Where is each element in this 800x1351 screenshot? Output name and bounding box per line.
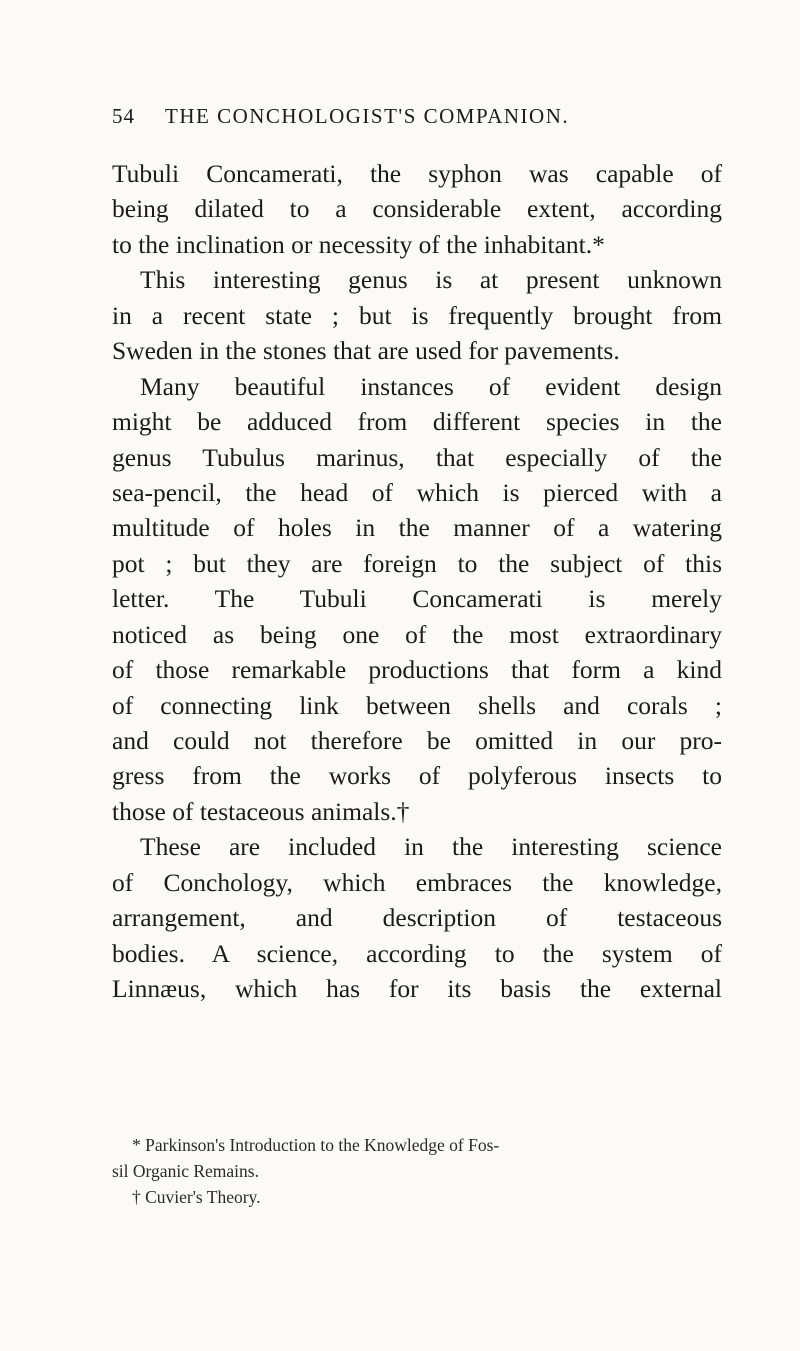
text-line: letter. The Tubuli Concamerati is merely (112, 584, 722, 614)
text-line: of connecting link between shells and corals ; (112, 690, 722, 720)
text-line: These are included in the interesting science (140, 832, 722, 862)
text-line: This interesting genus is at present unknown (140, 265, 722, 295)
footnote: * Parkinson's Introduction to the Knowledge of Fos- (132, 1135, 500, 1155)
text-line: noticed as being one of the most extraordinary (112, 619, 722, 649)
text-line: bodies. A science, according to the system of (112, 938, 722, 968)
page-number: 54 (112, 104, 135, 128)
running-title: THE CONCHOLOGIST'S COMPANION. (165, 104, 570, 128)
footnote: sil Organic Remains. (112, 1161, 259, 1181)
footnotes (112, 1132, 722, 1210)
text-line: pot ; but they are foreign to the subject of this (112, 548, 722, 578)
text-line: those of testaceous animals.† (112, 796, 410, 826)
text-line: Sweden in the stones that are used for pavements. (112, 336, 620, 366)
text-line: and could not therefore be omitted in our pro- (112, 726, 722, 755)
footnote: † Cuvier's Theory. (132, 1187, 261, 1207)
text-line: might be adduced from different species in the (112, 407, 722, 437)
body-text (112, 156, 722, 1007)
text-line: in a recent state ; but is frequently brought from (112, 300, 722, 330)
text-line: arrangement, and description of testaceous (112, 903, 722, 933)
text-line: sea-pencil, the head of which is pierced with a (112, 477, 722, 507)
running-header (112, 104, 722, 129)
text-line: Tubuli Concamerati, the syphon was capable of (112, 159, 722, 188)
text-line: Linnæus, which has for its basis the external (112, 974, 722, 1004)
text-line: to the inclination or necessity of the inhabitant.* (112, 229, 605, 259)
text-line: of Conchology, which embraces the knowledge, (112, 867, 722, 897)
text-line: multitude of holes in the manner of a watering (112, 513, 722, 543)
text-line: gress from the works of polyferous insects to (112, 761, 722, 791)
text-line: being dilated to a considerable extent, according (112, 194, 722, 224)
text-line: Many beautiful instances of evident design (140, 371, 722, 401)
text-line: genus Tubulus marinus, that especially of the (112, 442, 722, 472)
text-line: of those remarkable productions that form a kind (112, 655, 722, 685)
